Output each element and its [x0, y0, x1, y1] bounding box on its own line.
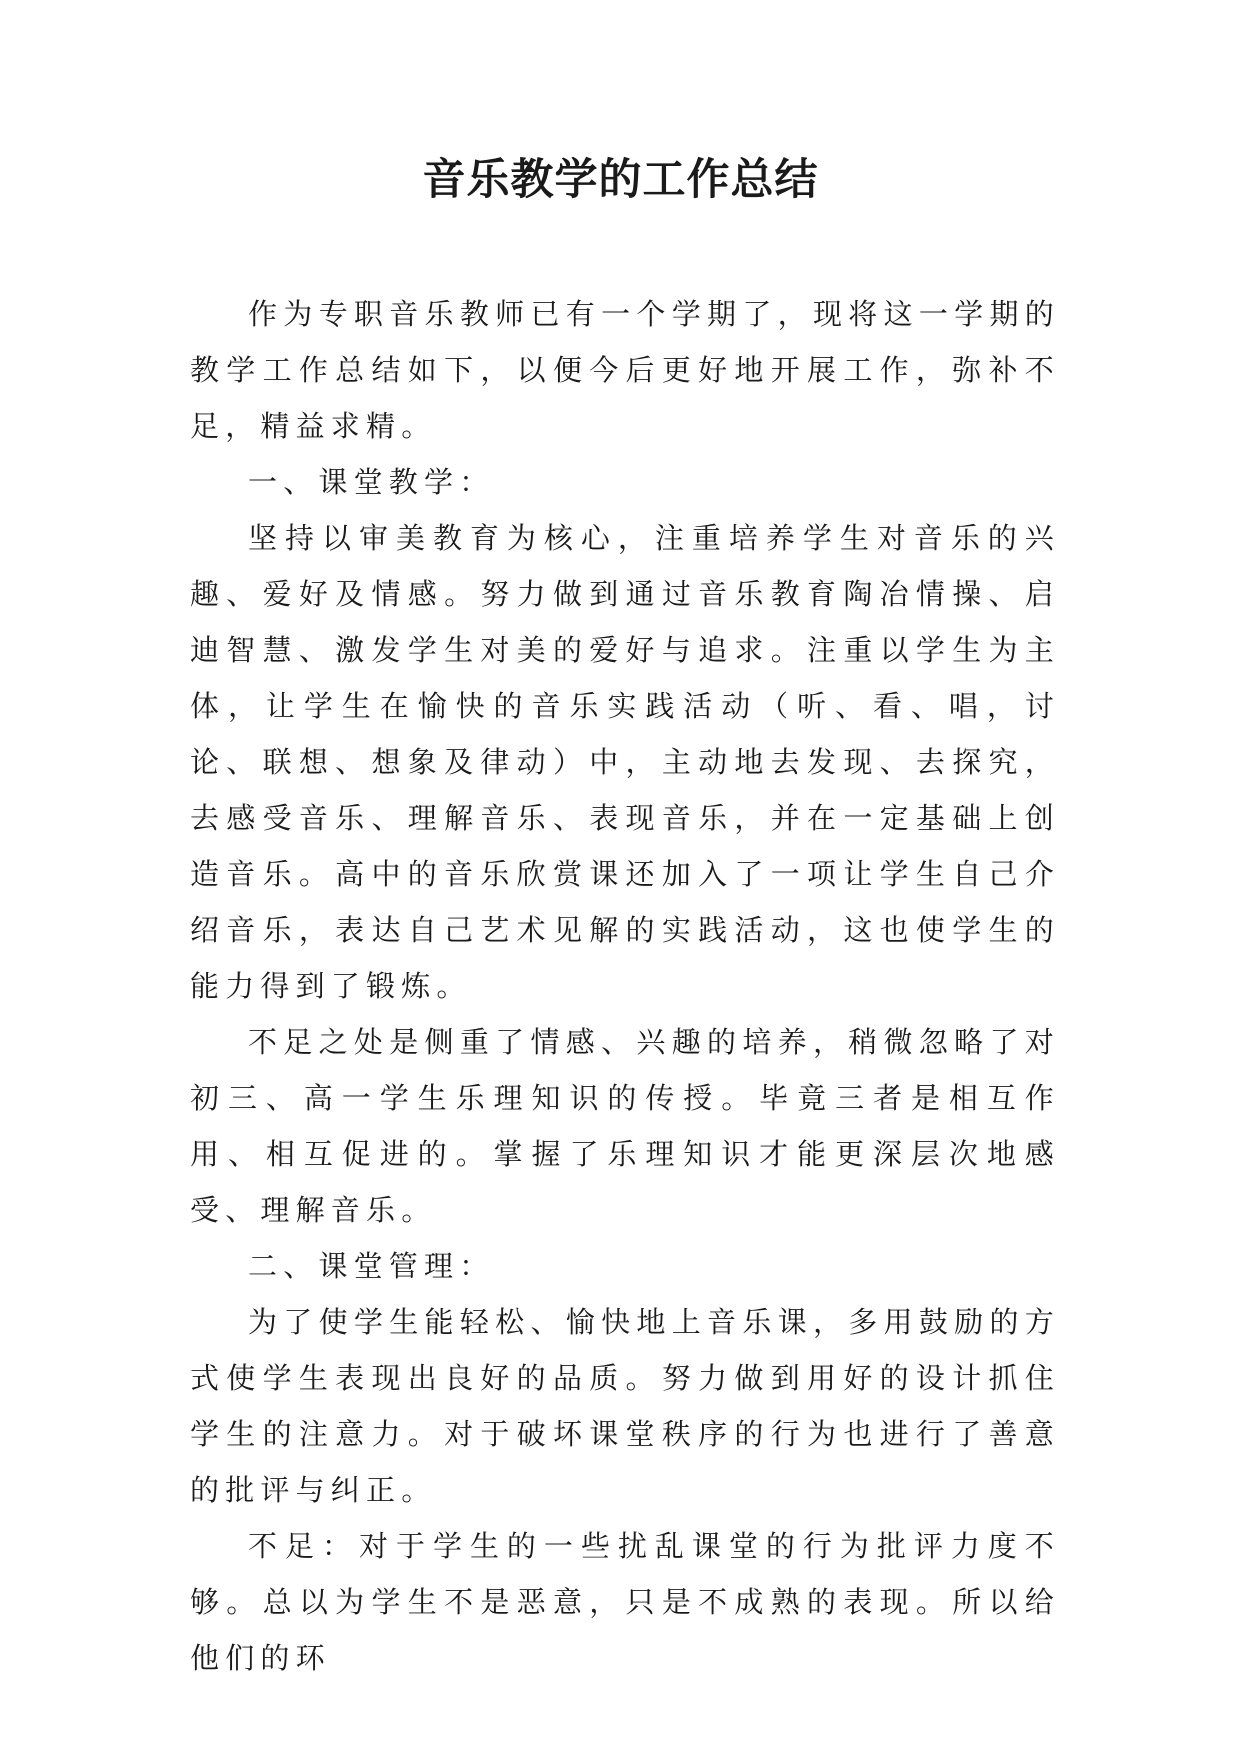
paragraph-classroom-management: 为了使学生能轻松、愉快地上音乐课，多用鼓励的方式使学生表现出良好的品质。努力做到用好的设计抓住学生的注意力。对于破坏课堂秩序的行为也进行了善意的批评与纠正。: [190, 1305, 1060, 1507]
document-body: [190, 286, 1060, 1686]
section-heading-classroom-teaching: 一、课堂教学：: [248, 465, 495, 499]
paragraph-teaching-shortcomings: 不足之处是侧重了情感、兴趣的培养，稍微忽略了对初三、高一学生乐理知识的传授。毕竟三者是相互作用、相互促进的。掌握了乐理知识才能更深层次地感受、理解音乐。: [190, 1025, 1060, 1227]
paragraph-classroom-teaching: 坚持以审美教育为核心，注重培养学生对音乐的兴趣、爱好及情感。努力做到通过音乐教育陶冶情操、启迪智慧、激发学生对美的爱好与追求。注重以学生为主体，让学生在愉快的音乐实践活动（听、看、唱，讨论、联想、想象及律动）中，主动地去发现、去探究，去感受音乐、理解音乐、表现音乐，并在一定基础上创造音乐。高中的音乐欣赏课还加入了一项让学生自己介绍音乐，表达自己艺术见解的实践活动，这也使学生的能力得到了锻炼。: [190, 521, 1060, 1003]
paragraph-management-shortcomings: 不足：对于学生的一些扰乱课堂的行为批评力度不够。总以为学生不是恶意，只是不成熟的表现。所以给他们的环: [190, 1529, 1060, 1675]
paragraph-intro: 作为专职音乐教师已有一个学期了，现将这一学期的教学工作总结如下，以便今后更好地开展工作，弥补不足，精益求精。: [190, 297, 1060, 443]
page-title: 音乐教学的工作总结: [422, 155, 819, 205]
section-heading-classroom-management: 二、课堂管理：: [248, 1249, 495, 1283]
